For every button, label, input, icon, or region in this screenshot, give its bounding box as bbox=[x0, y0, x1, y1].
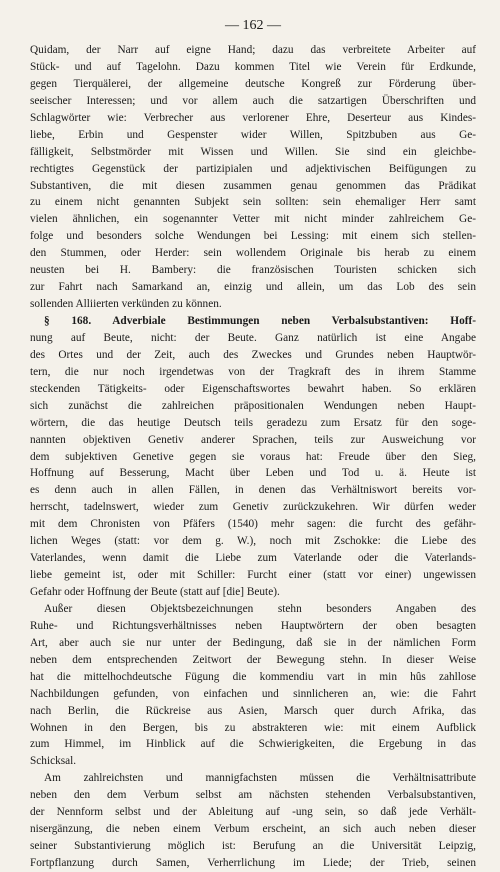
text-line: lichen Weges (statt: vor dem g. W.), noch mit Zschokke: die Liebe des bbox=[30, 535, 476, 548]
text-line: wörtern, die das heutige Deutsch teils geradezu zum Ersatz für den soge- bbox=[30, 416, 476, 429]
text-line: neusten bei H. Bambery: die französischen Touristen schicken sich bbox=[30, 264, 476, 277]
text-line: Schlagwörter wie: Verbrecher aus verlorener Ehre, Deserteur aus Kindes- bbox=[30, 111, 476, 124]
text-line: Wohnen in den Bergen, bis zu abstrakteren wie: mit einem Aufblick bbox=[30, 721, 476, 734]
text-line: nach Berlin, die Rückreise aus Asien, Marsch quer durch Afrika, das bbox=[30, 704, 476, 717]
text-line: Vaterlandes, wenn damit die Liebe zum Vaterlande oder die Vaterlands- bbox=[30, 552, 476, 565]
text-line: zur Fahrt nach Samarkand an, einzig und allein, um das Lob des sein bbox=[30, 281, 476, 294]
text-line: vielen ähnlichen, ein sogenannter Vetter mit nicht minder zahlreichem Ge- bbox=[30, 213, 476, 226]
text-line: nisergänzung, die neben einem Verbum erscheint, an sich auch neben dieser bbox=[30, 823, 476, 836]
document-page bbox=[30, 18, 476, 872]
text-line: Quidam, der Narr auf eigne Hand; dazu das verbreitete Arbeiter auf bbox=[30, 44, 476, 56]
text-line: Stück- und auf Tagelohn. Dazu kommen Titel wie Verein für Erdkunde, bbox=[30, 60, 476, 73]
text-line: fälligkeit, Selbstmörder mit Wissen und Willen. Sie sind ein gleichbe- bbox=[30, 145, 476, 158]
text-line: Ruhe- und Richtungsverhältnisses neben Hauptwörtern der oben besagten bbox=[30, 619, 476, 632]
text-line: tern, die nur noch irgendetwas von der Tragkraft des in ihrem Stamme bbox=[30, 365, 476, 378]
text-line: nung auf Beute, nicht: der Beute. Ganz natürlich ist eine Angabe bbox=[30, 331, 476, 344]
text-line: des Ortes und der Zeit, auch des Zweckes und Grundes neben Hauptwör- bbox=[30, 348, 476, 361]
page-number: — 162 — bbox=[225, 18, 281, 33]
text-line: dem subjektiven Genetive gegen sie voraus hat: Freude über den Sieg, bbox=[30, 450, 476, 463]
text-line: der Nennform selbst und der Ableitung auf -ung sein, so daß jede Verhält- bbox=[30, 806, 476, 819]
text-line: liebe, Erbin und Gespenster wider Willen, Spitzbuben aus Ge- bbox=[30, 128, 476, 141]
text-line: neben dem entsprechenden Zeitwort der Bewegung stehn. In dieser Weise bbox=[30, 653, 476, 666]
text-line: Schicksal. bbox=[30, 755, 77, 768]
body-text bbox=[30, 42, 476, 872]
text-line: Fortpflanzung durch Samen, Verherrlichung im Liede; der Trieb, seinen bbox=[30, 857, 476, 869]
text-line: seiner Substantivierung möglich ist: Berufung an die Universität Leipzig, bbox=[30, 840, 476, 853]
text-line: Außer diesen Objektsbezeichnungen stehn besonders Angaben des bbox=[44, 602, 476, 615]
text-line: den Stummen, oder Herder: sein wollendem Originale bis herab zu einem bbox=[30, 247, 476, 260]
text-line: Hoffnung auf Besserung, Macht über Leben und Tod u. ä. Heute ist bbox=[30, 467, 476, 480]
text-line: nannten objektiven Genetiv anderer Sprachen, teils zur Ausweichung vor bbox=[30, 433, 476, 446]
text-line: seeischer Interessen; und vor allem auch die satzartigen Überschriften und bbox=[30, 94, 476, 107]
text-line: § 168. Adverbiale Bestimmungen neben Verbalsubstantiven: Hoff- bbox=[44, 315, 476, 327]
text-line: folge und besonders solche Wendungen bei Lessing: mit einem sich stellen- bbox=[30, 230, 476, 243]
text-line: sollenden Alliierten verkünden zu können. bbox=[30, 298, 222, 311]
text-line: sich zunächst die zahlreichen präpositionalen Wendungen neben Haupt- bbox=[30, 399, 476, 412]
text-line: rechtigtes Gegenstück der partizipialen und adjektivischen Beifügungen zu bbox=[30, 162, 476, 175]
text-line: Nachbildungen gefunden, von einfachen und sinnlicheren an, wie: die Fahrt bbox=[30, 687, 476, 700]
text-line: mit dem Chronisten von Pfäfers (1540) mehr sagen: die furcht des gefähr- bbox=[30, 518, 476, 531]
text-line: liebe gemeint ist, oder mit Schiller: Furcht einer (statt vor einer) ungewissen bbox=[30, 569, 476, 582]
text-line: steckenden Tätigkeits- oder Eigenschaftswortes bewahrt haben. So erklären bbox=[30, 382, 476, 395]
text-line: Art, aber auch sie nur unter der Bedingung, daß sie in der nämlichen Form bbox=[30, 636, 476, 649]
text-line: Am zahlreichsten und mannigfachsten müssen die Verhältnisattribute bbox=[44, 772, 476, 785]
text-line: es denn auch in allen Fällen, in denen das Verhältniswort bereits vor- bbox=[30, 484, 476, 497]
text-line: neben den dem Verbum selbst am nächsten stehenden Verbalsubstantiven, bbox=[30, 789, 476, 802]
text-line: gegen Tierquälerei, der allgemeine deutsche Kongreß zur Förderung über- bbox=[30, 77, 476, 90]
text-line: hat die mittelhochdeutsche Fügung die kommendiu vart in min hûs zahllose bbox=[30, 670, 476, 683]
text-line: zu einem nicht genannten Subjekt sein sollten: sein ehemaliger Herr samt bbox=[30, 196, 476, 209]
text-line: Substantiven, die mit diesen zusammen genau genommen das Prädikat bbox=[30, 179, 476, 192]
text-line: herrscht, tadelnswert, wieder zum Genetiv zurückzukehren. Wir dürfen weder bbox=[30, 501, 476, 514]
text-line: zum Himmel, im Hinblick auf die Schwierigkeiten, die Ergebung in das bbox=[30, 738, 476, 751]
text-line: Gefahr oder Hoffnung der Beute (statt auf [die] Beute). bbox=[30, 586, 280, 598]
